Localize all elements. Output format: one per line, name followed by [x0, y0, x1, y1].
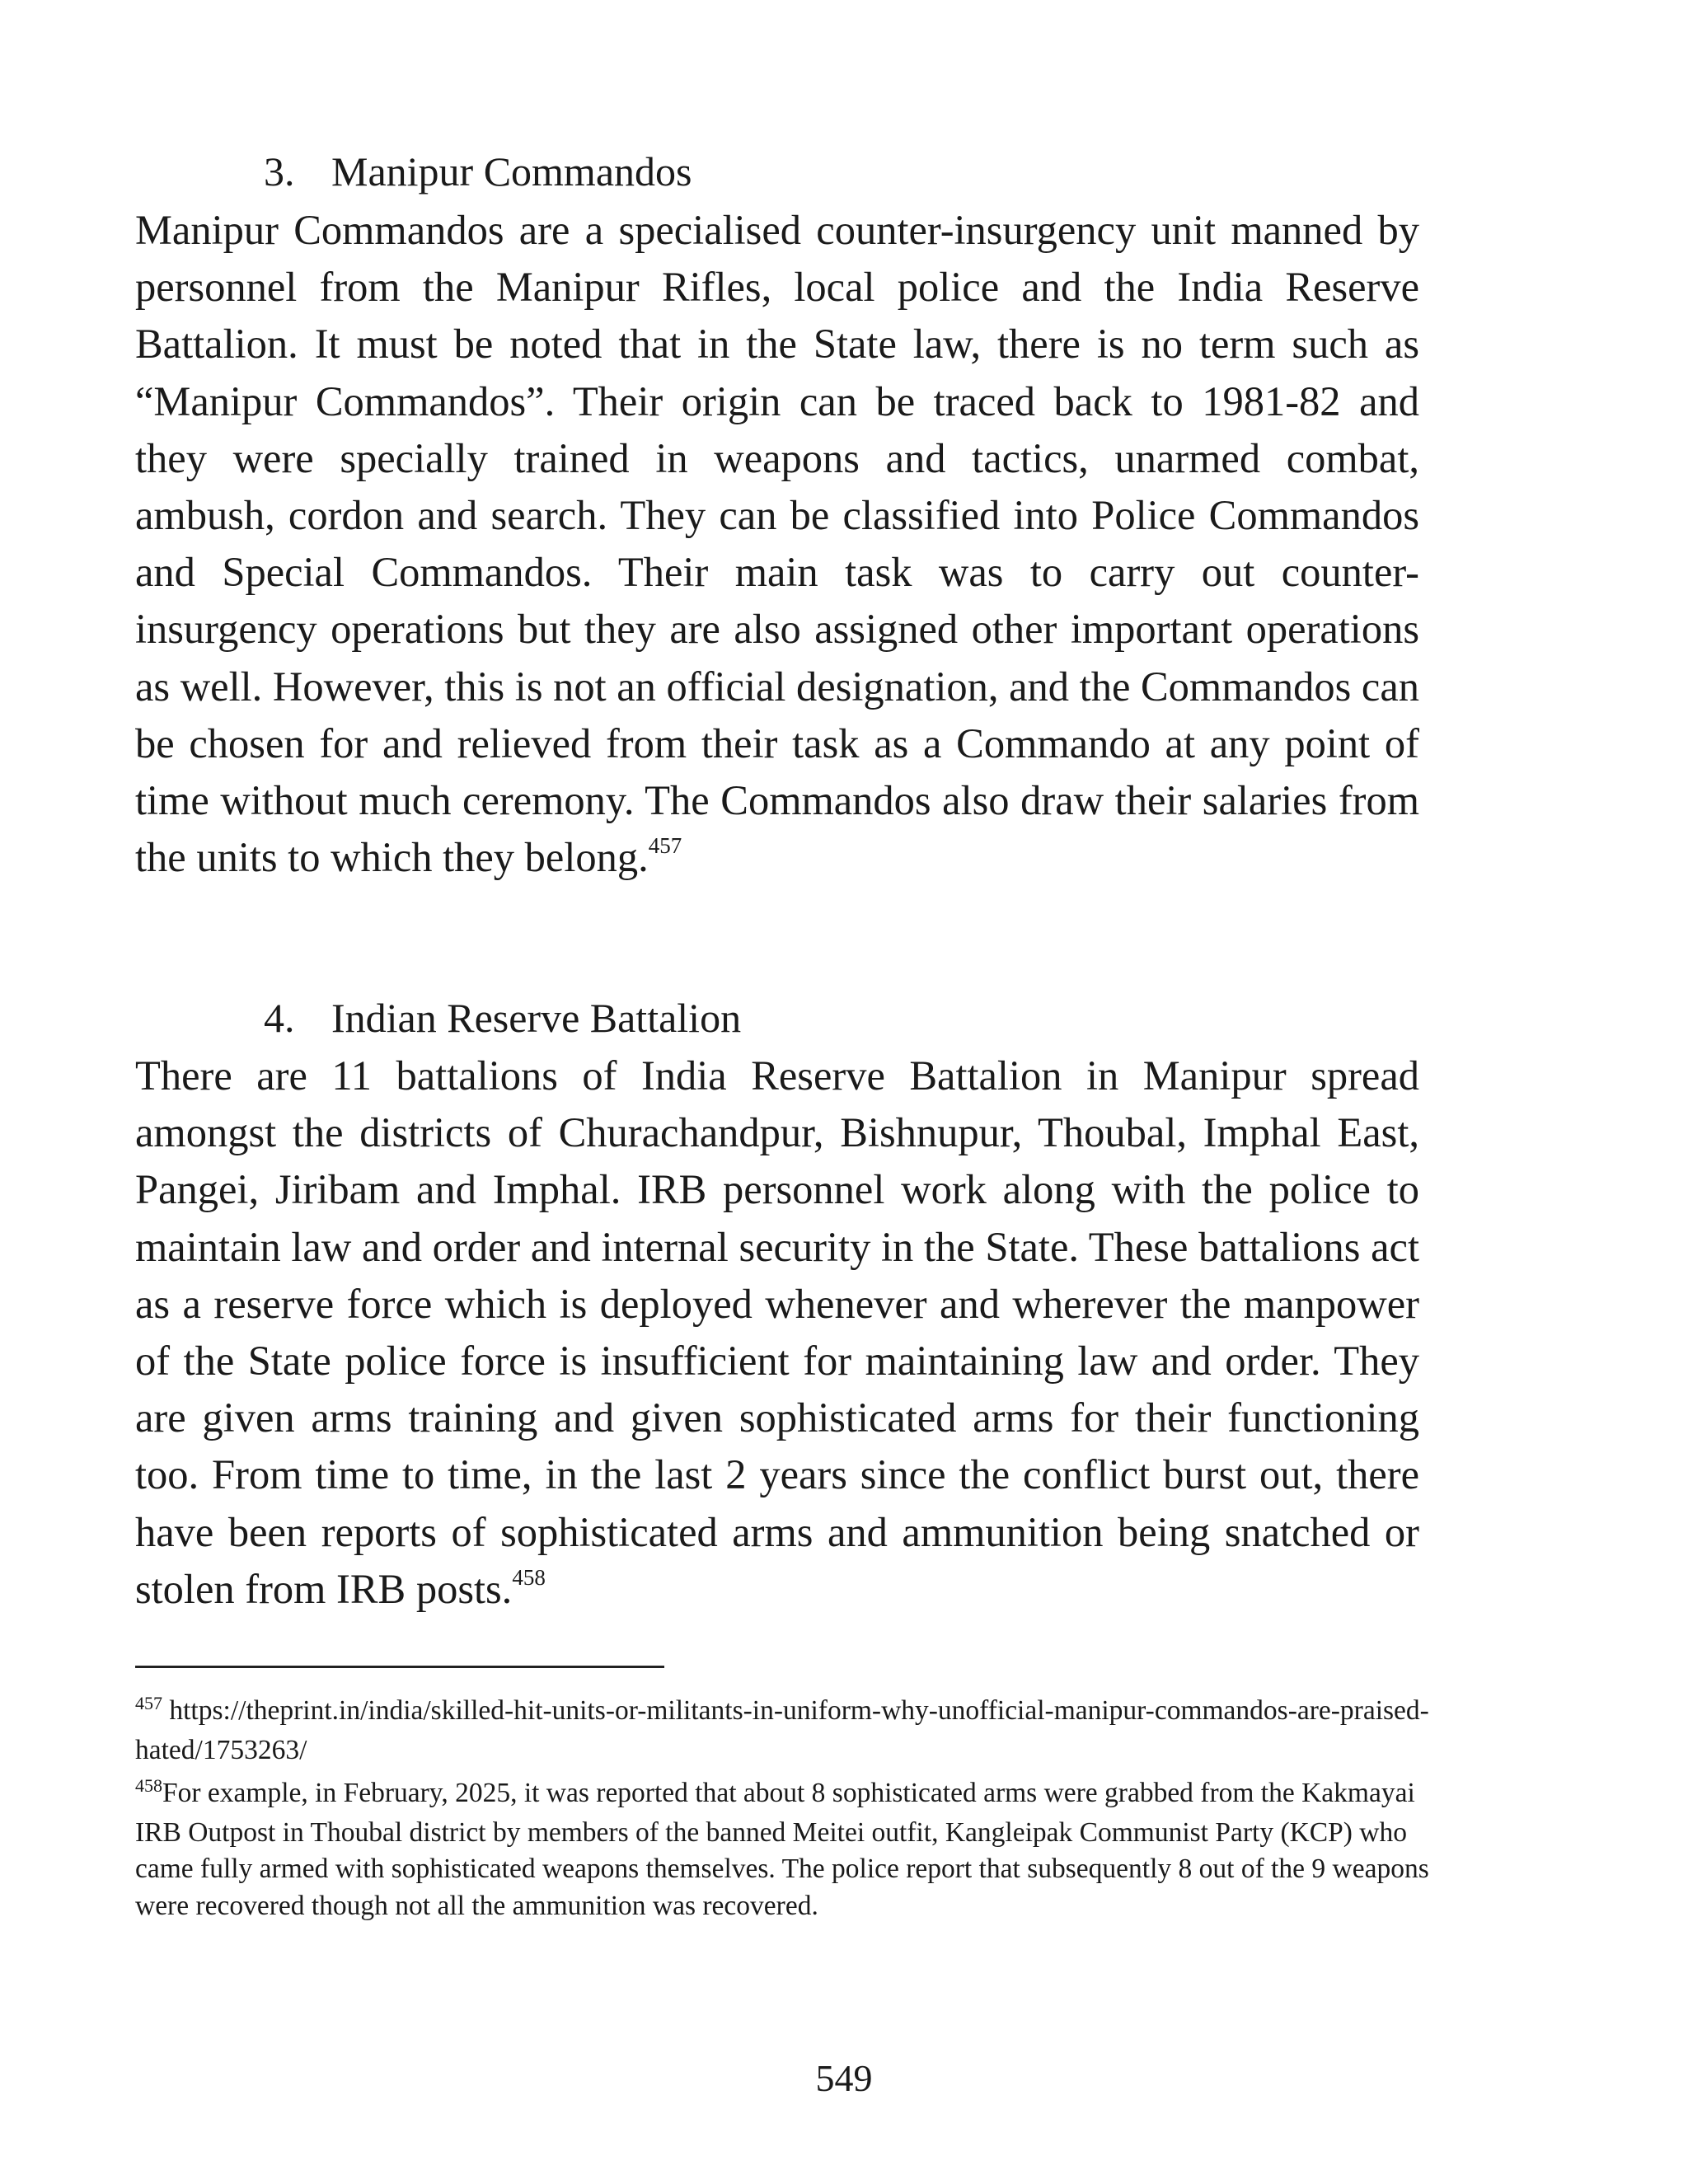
footnote-number: 457 — [135, 1693, 162, 1713]
footnote-separator — [135, 1666, 664, 1668]
page-number: 549 — [815, 2057, 873, 2099]
footnote-457 — [135, 1693, 1429, 1769]
paragraph-text: There are 11 battalions of India Reserve Battalion in Manipur spread amongst the districts of Churachandpur, Bishnupur, Thoubal, Imphal East, Pangei, Jiribam and Imphal. IRB personnel work along with the police to maintain law and order and internal security in the State. These battalions act as a reserve force which is deployed whenever and wherever the manpower of the State police force is insufficient for maintaining law and order. They are given arms training and given sophisticated arms for their functioning too. From time to time, in the last 2 years since the conflict burst out, there have been reports of sophisticated arms and ammunition being snatched or stolen from IRB posts. — [135, 1052, 1419, 1612]
footnote-text: For example, in February, 2025, it was reported that about 8 sophisticated arms were grabbed from the Kakmayai IRB Outpost in Thoubal district by members of the banned Meitei outfit, Kangleipak Communist Party (KCP) who came fully armed with sophisticated weapons themselves. The police report that subsequently 8 out of the 9 weapons were recovered though not all the ammunition was recovered. — [135, 1778, 1429, 1921]
section-number: 4. — [264, 995, 295, 1041]
section-body-indian-reserve-battalion — [135, 1047, 1419, 1618]
section-heading-manipur-commandos — [264, 147, 692, 196]
section-title: Indian Reserve Battalion — [331, 995, 742, 1041]
paragraph — [135, 1047, 1419, 1618]
paragraph — [135, 202, 1419, 886]
section-title: Manipur Commandos — [331, 148, 692, 194]
section-body-manipur-commandos — [135, 202, 1419, 886]
section-heading-indian-reserve-battalion — [264, 993, 741, 1043]
paragraph-text: Manipur Commandos are a specialised counter-insurgency unit manned by personnel from the Manipur Rifles, local police and the India Reserve Battalion. It must be noted that in the State law, there is no term such as “Manipur Commandos”. Their origin can be traced back to 1981-82 and they were specially trained in weapons and tactics, unarmed combat, ambush, cordon and search. They can be classified into Police Commandos and Special Commandos. Their main task was to carry out counter-insurgency operations but they are also assigned other important operations as well. However, this is not an official designation, and the Commandos can be chosen for and relieved from their task as a Commando at any point of time without much ceremony. The Commandos also draw their salaries from the units to which they belong. — [135, 207, 1420, 881]
footnotes — [135, 1693, 1429, 1931]
section-number: 3. — [264, 148, 295, 194]
footnote-reference[interactable]: 458 — [512, 1564, 546, 1590]
footnote-reference[interactable]: 457 — [648, 833, 682, 859]
footnote-number: 458 — [135, 1775, 162, 1796]
footnote-458 — [135, 1775, 1429, 1924]
footnote-text[interactable]: https://theprint.in/india/skilled-hit-units-or-militants-in-uniform-why-unofficial-manipur-commandos-are-praised-hated/1753263/ — [135, 1695, 1429, 1765]
